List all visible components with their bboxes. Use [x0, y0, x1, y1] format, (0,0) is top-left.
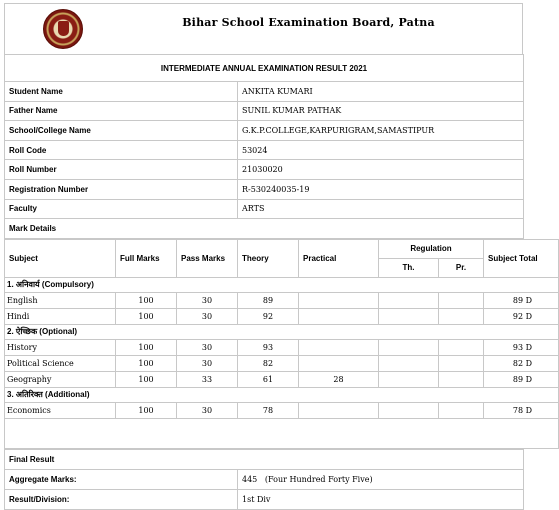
group-label: 2. ऐच्छिक (Optional) — [5, 324, 559, 339]
subject-full: 100 — [116, 308, 177, 324]
info-row — [5, 82, 524, 102]
subject-full: 100 — [116, 339, 177, 355]
subject-th — [379, 339, 439, 355]
col-practical: Practical — [299, 239, 379, 277]
subject-row — [5, 339, 559, 355]
subject-full: 100 — [116, 371, 177, 387]
col-subject-total: Subject Total — [484, 239, 559, 277]
final-result-heading: Final Result — [5, 449, 524, 469]
division-label: Result/Division: — [5, 489, 238, 509]
student-info-table — [4, 54, 524, 239]
col-regulation-pr: Pr. — [439, 258, 484, 277]
subject-name: History — [5, 339, 116, 355]
info-label: Faculty — [5, 199, 238, 219]
info-row — [5, 199, 524, 219]
info-value: ANKITA KUMARI — [238, 82, 524, 102]
subject-name: Political Science — [5, 355, 116, 371]
info-row — [5, 179, 524, 199]
subject-full: 100 — [116, 355, 177, 371]
subject-th — [379, 371, 439, 387]
board-name: Bihar School Examination Board, Patna — [182, 16, 435, 29]
info-row — [5, 160, 524, 180]
info-label: Roll Number — [5, 160, 238, 180]
info-value: G.K.P.COLLEGE,KARPURIGRAM,SAMASTIPUR — [238, 121, 524, 141]
info-label: School/College Name — [5, 121, 238, 141]
info-row — [5, 101, 524, 121]
subject-row — [5, 292, 559, 308]
page-header — [4, 3, 523, 54]
info-value: R-530240035-19 — [238, 179, 524, 199]
subject-practical — [299, 339, 379, 355]
subject-practical — [299, 292, 379, 308]
subject-name: Hindi — [5, 308, 116, 324]
group-label: 3. अतिरिक्त (Additional) — [5, 387, 559, 402]
subject-name: English — [5, 292, 116, 308]
subject-practical — [299, 402, 379, 418]
col-full-marks: Full Marks — [116, 239, 177, 277]
mark-details-label: Mark Details — [5, 219, 524, 239]
subject-pr — [439, 308, 484, 324]
result-title: INTERMEDIATE ANNUAL EXAMINATION RESULT 2021 — [5, 55, 524, 82]
subject-pr — [439, 371, 484, 387]
subject-pr — [439, 402, 484, 418]
subject-theory: 92 — [238, 308, 299, 324]
subject-pr — [439, 355, 484, 371]
info-label: Student Name — [5, 82, 238, 102]
board-logo-icon — [43, 9, 83, 49]
subject-row — [5, 371, 559, 387]
subject-total: 92 D — [484, 308, 559, 324]
group-row — [5, 324, 559, 339]
subject-name: Geography — [5, 371, 116, 387]
info-value: SUNIL KUMAR PATHAK — [238, 101, 524, 121]
subject-pass: 30 — [177, 355, 238, 371]
subject-theory: 93 — [238, 339, 299, 355]
subject-full: 100 — [116, 292, 177, 308]
subject-row — [5, 355, 559, 371]
col-regulation-th: Th. — [379, 258, 439, 277]
subject-total: 82 D — [484, 355, 559, 371]
subject-row — [5, 402, 559, 418]
subject-total: 89 D — [484, 292, 559, 308]
division-value: 1st Div — [238, 489, 524, 509]
subject-row — [5, 308, 559, 324]
group-label: 1. अनिवार्य (Compulsory) — [5, 277, 559, 292]
subject-total: 93 D — [484, 339, 559, 355]
subject-theory: 82 — [238, 355, 299, 371]
col-theory: Theory — [238, 239, 299, 277]
subject-total: 78 D — [484, 402, 559, 418]
col-regulation: Regulation — [379, 239, 484, 258]
info-label: Father Name — [5, 101, 238, 121]
group-row — [5, 387, 559, 402]
subject-pr — [439, 339, 484, 355]
subject-pass: 30 — [177, 308, 238, 324]
subject-practical — [299, 355, 379, 371]
aggregate-label: Aggregate Marks: — [5, 469, 238, 489]
final-result-table — [4, 449, 524, 510]
subject-pass: 30 — [177, 402, 238, 418]
subject-total: 89 D — [484, 371, 559, 387]
subject-pass: 30 — [177, 292, 238, 308]
col-pass-marks: Pass Marks — [177, 239, 238, 277]
subject-th — [379, 402, 439, 418]
info-value: 53024 — [238, 140, 524, 160]
group-row — [5, 277, 559, 292]
subject-th — [379, 308, 439, 324]
info-label: Roll Code — [5, 140, 238, 160]
col-subject: Subject — [5, 239, 116, 277]
subject-full: 100 — [116, 402, 177, 418]
subject-pass: 30 — [177, 339, 238, 355]
info-value: 21030020 — [238, 160, 524, 180]
marks-table — [4, 239, 559, 449]
info-row — [5, 140, 524, 160]
info-value: ARTS — [238, 199, 524, 219]
subject-theory: 61 — [238, 371, 299, 387]
info-label: Registration Number — [5, 179, 238, 199]
aggregate-value: 445 (Four Hundred Forty Five) — [238, 469, 524, 489]
subject-name: Economics — [5, 402, 116, 418]
subject-practical — [299, 308, 379, 324]
result-page — [4, 3, 538, 510]
subject-pass: 33 — [177, 371, 238, 387]
subject-theory: 89 — [238, 292, 299, 308]
subject-th — [379, 355, 439, 371]
subject-pr — [439, 292, 484, 308]
spacer-row — [5, 418, 559, 448]
subject-th — [379, 292, 439, 308]
subject-theory: 78 — [238, 402, 299, 418]
subject-practical: 28 — [299, 371, 379, 387]
info-row — [5, 121, 524, 141]
